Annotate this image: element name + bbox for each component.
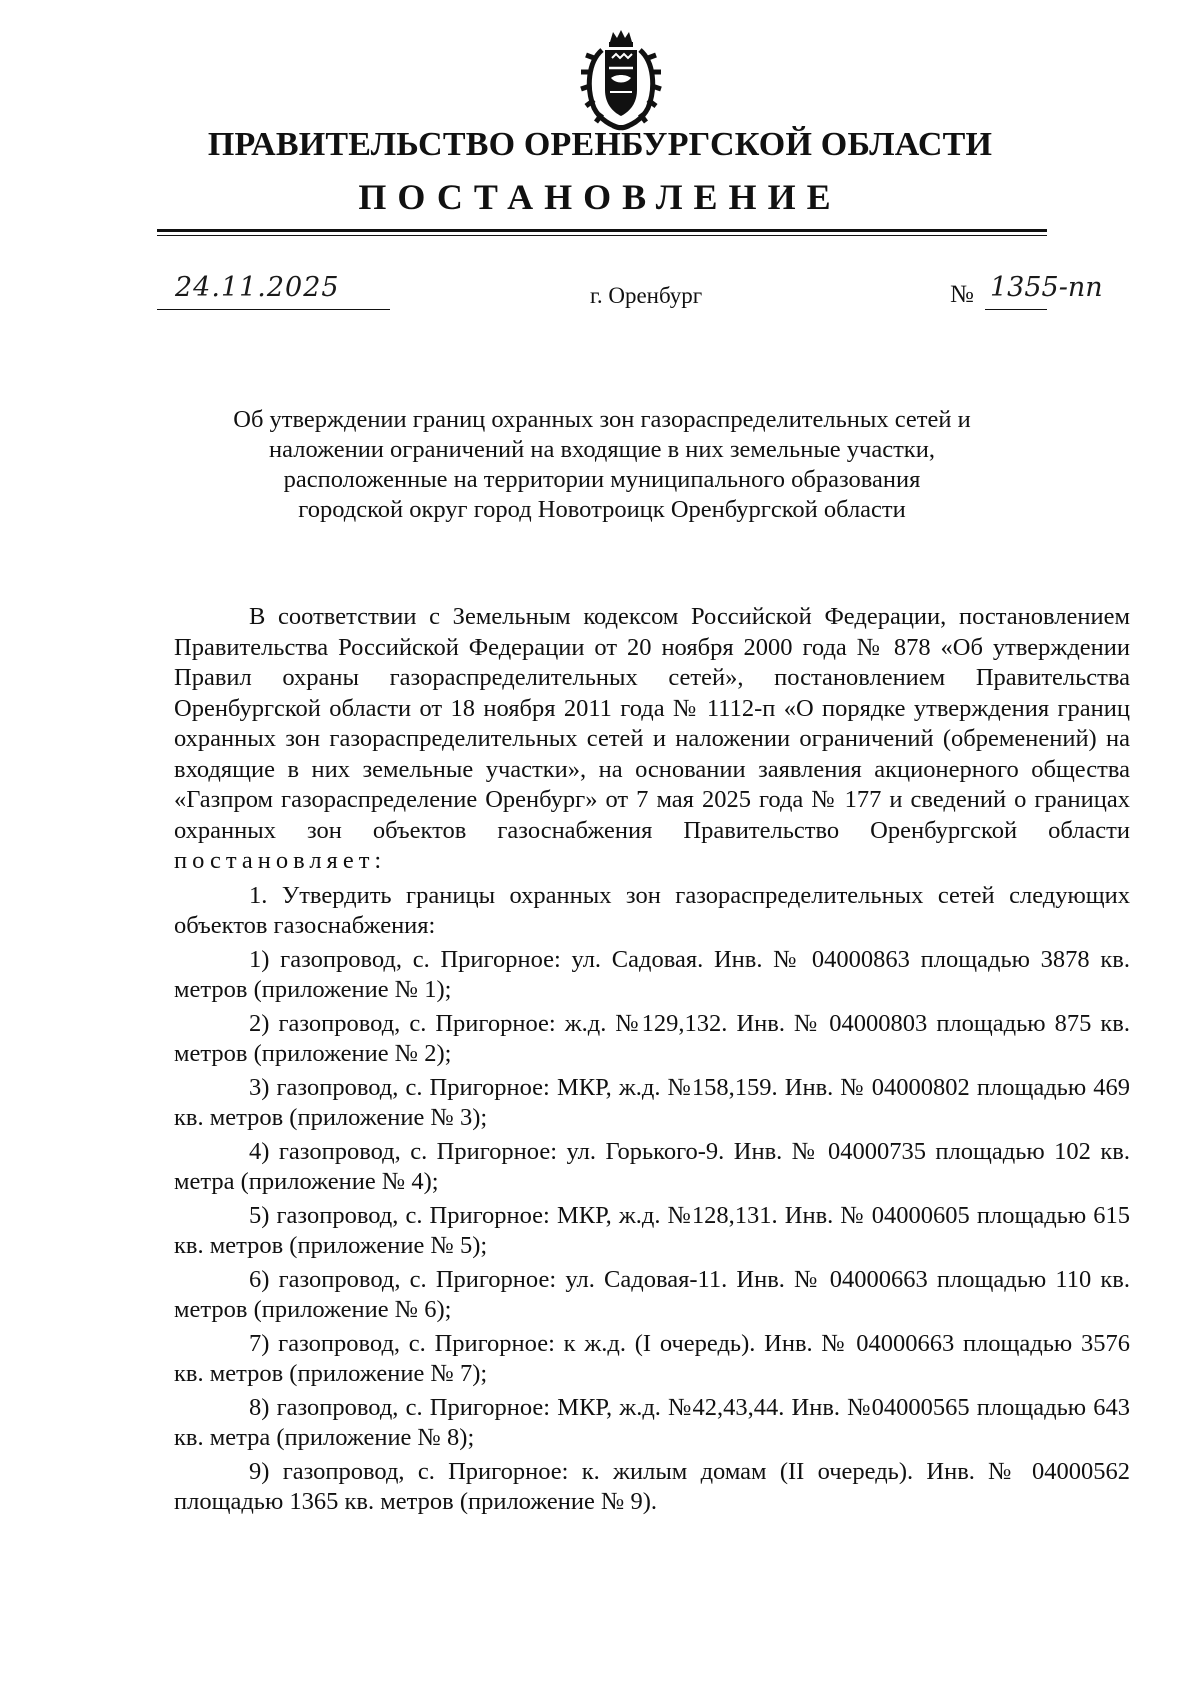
document-title — [157, 405, 1047, 525]
resolves-word: постановляет — [174, 847, 375, 874]
number-sign: № — [950, 281, 974, 308]
document-number: 1355-пп — [990, 272, 1103, 303]
title-line: Об утверждении границ охранных зон газораспределительных сетей и — [233, 406, 971, 433]
list-item: 9) газопровод, с. Пригорное: к. жилым домам (II очередь). Инв. № 04000562 площадью 1365 кв. метров (приложение № 9). — [174, 1457, 1130, 1515]
preamble-colon: : — [374, 847, 382, 874]
list-item: 7) газопровод, с. Пригорное: к ж.д. (I очередь). Инв. № 04000663 площадью 3576 кв. метров (приложение № 7); — [174, 1329, 1130, 1387]
organization-name: ПРАВИТЕЛЬСТВО ОРЕНБУРГСКОЙ ОБЛАСТИ — [207, 126, 993, 163]
list-item: 8) газопровод, с. Пригорное: МКР, ж.д. №42,43,44. Инв. №04000565 площадью 643 кв. метра (приложение № 8); — [174, 1393, 1130, 1451]
coat-of-arms-icon — [580, 28, 662, 132]
date-underline — [157, 309, 390, 310]
list-item: 1) газопровод, с. Пригорное: ул. Садовая. Инв. № 04000863 площадью 3878 кв. метров (приложение № 1); — [174, 945, 1130, 1003]
list-item: 5) газопровод, с. Пригорное: МКР, ж.д. №128,131. Инв. № 04000605 площадью 615 кв. метров (приложение № 5); — [174, 1201, 1130, 1259]
title-line: наложении ограничений на входящие в них земельные участки, — [269, 436, 935, 463]
list-item: 3) газопровод, с. Пригорное: МКР, ж.д. №158,159. Инв. № 04000802 площадью 469 кв. метров (приложение № 3); — [174, 1073, 1130, 1131]
number-underline — [985, 309, 1047, 310]
document-city: г. Оренбург — [590, 283, 703, 308]
header-divider — [157, 229, 1047, 232]
header-divider-thin — [157, 235, 1047, 236]
point-1: 1. Утвердить границы охранных зон газораспределительных сетей следующих объектов газоснабжения: — [174, 881, 1130, 939]
preamble-paragraph — [174, 602, 1130, 877]
document-date: 24.11.2025 — [175, 272, 340, 303]
list-item: 2) газопровод, с. Пригорное: ж.д. №129,132. Инв. № 04000803 площадью 875 кв. метров (приложение № 2); — [174, 1009, 1130, 1067]
list-item: 4) газопровод, с. Пригорное: ул. Горького-9. Инв. № 04000735 площадью 102 кв. метра (приложение № 4); — [174, 1137, 1130, 1195]
document-body — [174, 602, 1130, 1518]
list-item: 6) газопровод, с. Пригорное: ул. Садовая-11. Инв. № 04000663 площадью 110 кв. метров (приложение № 6); — [174, 1265, 1130, 1323]
document-type: ПОСТАНОВЛЕНИЕ — [358, 177, 842, 217]
title-line: городской округ город Новотроицк Оренбургской области — [298, 496, 906, 523]
preamble-text: В соответствии с Земельным кодексом Российской Федерации, постановлением Правительства Российской Федерации от 20 ноября 2000 года № 878 «Об утверждении Правил охраны газораспределительных сетей», постановлением Правительства Оренбургской области от 18 ноября 2011 года № 1112-п «О порядке утверждения границ охранных зон газораспределительных сетей и наложении ограничений (обременений) на входящие в них земельные участки», на основании заявления акционерного общества «Газпром газораспределение Оренбург» от 7 мая 2025 года № 177 и сведений о границах охранных зон объектов газоснабжения Правительство Оренбургской области — [174, 603, 1130, 844]
title-line: расположенные на территории муниципального образования — [283, 466, 921, 493]
